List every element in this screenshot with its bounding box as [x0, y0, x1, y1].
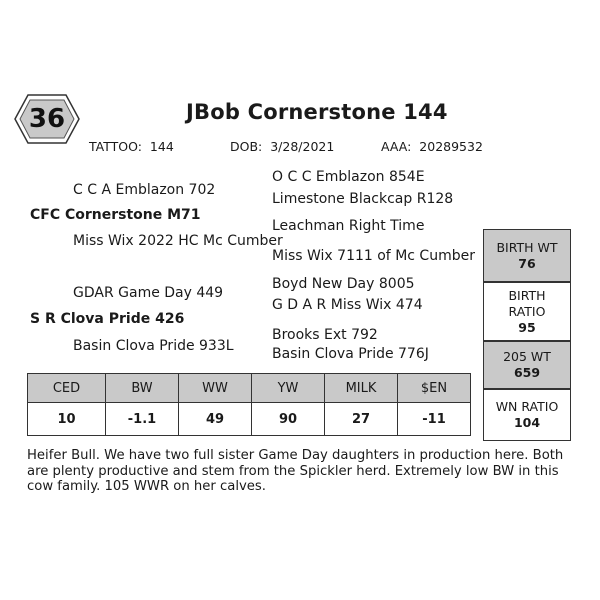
pedigree-sdss: Boyd New Day 8005 — [272, 276, 415, 292]
birth-wt-box — [483, 229, 571, 282]
epd-header-ced: CED — [28, 374, 106, 403]
epd-header-row — [28, 374, 471, 403]
pedigree-dam-sire: GDAR Game Day 449 — [73, 285, 224, 301]
epd-value-yw: 90 — [252, 403, 325, 436]
wn-ratio-box — [483, 389, 571, 441]
comments-text: Heifer Bull. We have two full sister Game Day daughters in production here. Both are plenty productive and stem from the Spickler herd. Extremely low BW in this cow family. 105 WWR on her calves. — [27, 448, 564, 494]
wn-ratio-value: 104 — [513, 415, 541, 430]
aaa-value: 20289532 — [419, 139, 483, 154]
dob-field — [230, 139, 334, 154]
epd-value-bw: -1.1 — [106, 403, 179, 436]
lot-badge — [14, 94, 80, 144]
epd-value-milk: 27 — [325, 403, 398, 436]
wt205-label: 205 WT — [503, 349, 551, 364]
birth-wt-label: BIRTH WT — [496, 239, 558, 255]
wt205-box — [483, 341, 571, 389]
pedigree-sssd: Limestone Blackcap R128 — [272, 191, 454, 207]
performance-stats — [483, 229, 571, 441]
epd-value-row — [28, 403, 471, 436]
tattoo-field — [89, 139, 174, 154]
tattoo-label: TATTOO: — [89, 139, 142, 154]
wn-ratio-label: WN RATIO — [495, 399, 559, 414]
epd-header-yw: YW — [252, 374, 325, 403]
wt205-value: 659 — [513, 365, 541, 380]
pedigree-sire-dam: Miss Wix 2022 HC Mc Cumber — [73, 233, 283, 249]
pedigree-ssds: Leachman Right Time — [272, 218, 425, 234]
aaa-field — [381, 139, 483, 154]
tattoo-value: 144 — [149, 139, 174, 154]
pedigree-sdds: Brooks Ext 792 — [272, 327, 378, 343]
epd-header-en: $EN — [398, 374, 471, 403]
pedigree-dam: S R Clova Pride 426 — [30, 311, 185, 327]
birth-ratio-label-2: RATIO — [508, 303, 546, 319]
epd-value-ww: 49 — [179, 403, 252, 436]
epd-value-ced: 10 — [28, 403, 106, 436]
pedigree-sddd: Basin Clova Pride 776J — [272, 346, 429, 362]
dob-value: 3/28/2021 — [270, 139, 335, 154]
pedigree-ssdd: Miss Wix 7111 of Mc Cumber — [272, 248, 475, 264]
epd-header-bw: BW — [106, 374, 179, 403]
lot-number: 36 — [28, 104, 66, 134]
birth-ratio-value: 95 — [518, 319, 536, 335]
animal-name: JBob Cornerstone 144 — [186, 100, 448, 124]
epd-value-en: -11 — [398, 403, 471, 436]
aaa-label: AAA: — [381, 139, 412, 154]
pedigree-ssss: O C C Emblazon 854E — [272, 169, 425, 185]
pedigree-sire: CFC Cornerstone M71 — [30, 207, 201, 223]
epd-table — [27, 373, 471, 436]
epd-header-ww: WW — [179, 374, 252, 403]
birth-ratio-box — [483, 282, 571, 341]
pedigree-sdsd: G D A R Miss Wix 474 — [272, 297, 423, 313]
birth-ratio-label-1: BIRTH — [508, 287, 546, 303]
epd-header-milk: MILK — [325, 374, 398, 403]
dob-label: DOB: — [230, 139, 263, 154]
pedigree-sire-sire: C C A Emblazon 702 — [73, 182, 216, 198]
birth-wt-value: 76 — [518, 255, 536, 271]
pedigree-dam-dam: Basin Clova Pride 933L — [73, 338, 234, 354]
